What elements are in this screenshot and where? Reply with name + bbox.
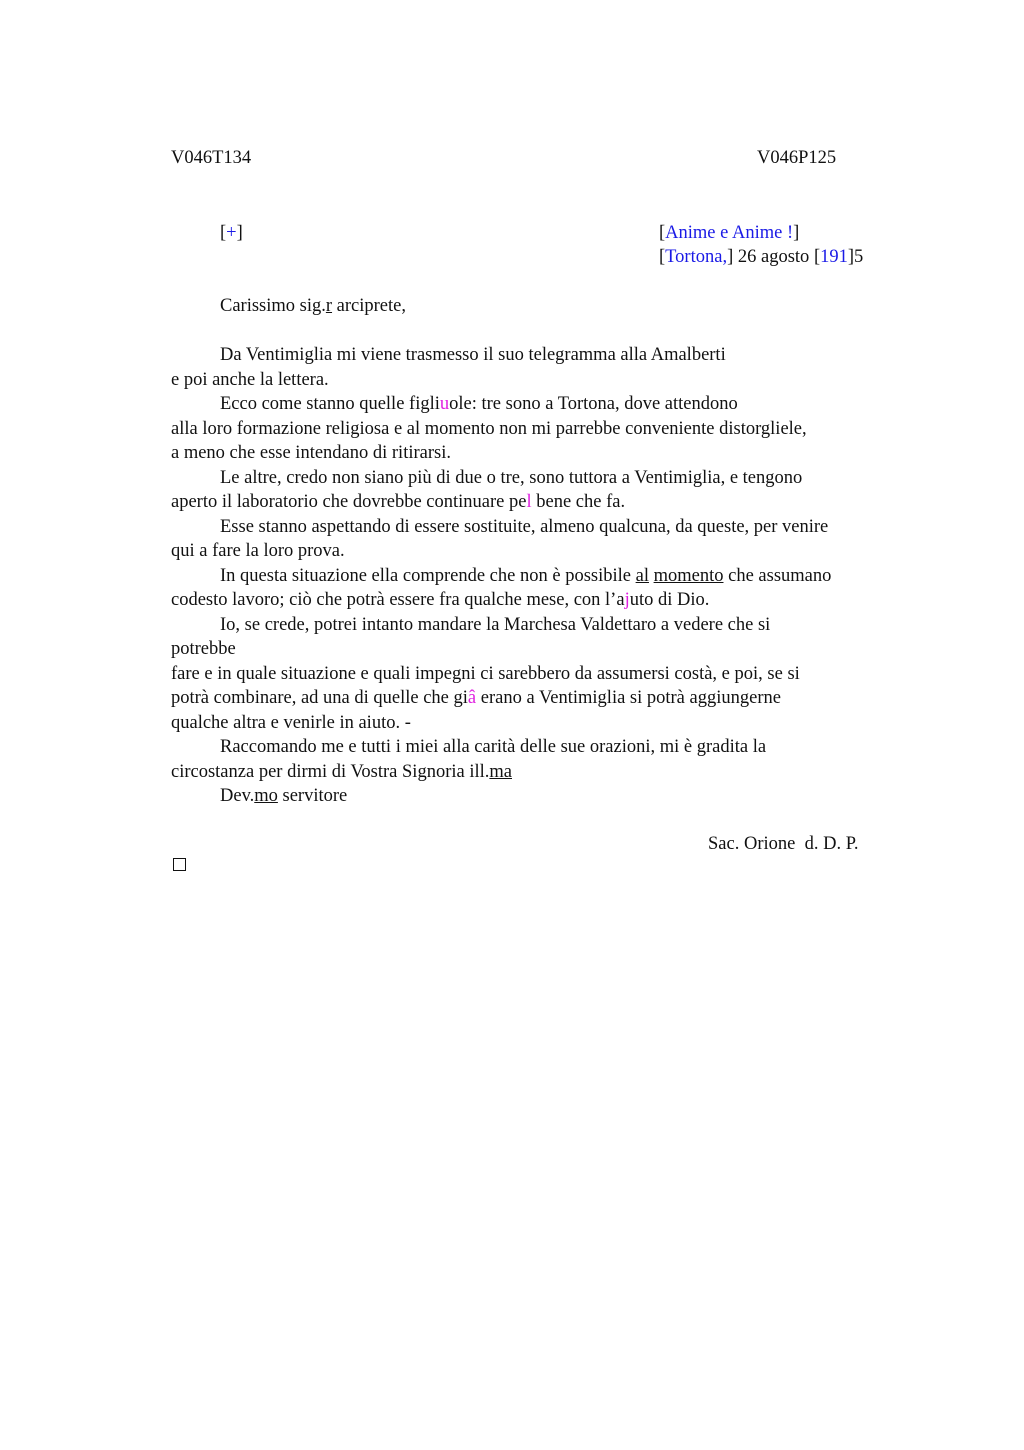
body-line [171, 784, 916, 809]
underlined-word: al [635, 565, 649, 586]
correction-letter: â [467, 688, 477, 708]
square-symbol-icon [173, 858, 186, 871]
text-run: ole: tre sono a Tortona, dove attendono [449, 394, 738, 414]
body-line: Da Ventimiglia mi viene trasmesso il suo telegramma alla Amalberti [220, 345, 726, 365]
salutation-post: arciprete, [332, 296, 406, 316]
document-code-right: V046P125 [757, 148, 837, 168]
text-run: circostanza per dirmi di Vostra Signoria ill. [171, 761, 490, 782]
text-run: codesto lavoro; ciò che potrà essere fra qualche mese, con l’a [171, 590, 625, 610]
body-line [171, 686, 916, 711]
body-line: Le altre, credo non siano più di due o tre, sono tuttora a Ventimiglia, e tengono [220, 467, 803, 488]
body-line [171, 588, 916, 613]
body-line: potrebbe [171, 639, 236, 659]
body-line: Raccomando me e tutti i miei alla carità delle sue orazioni, mi è gradita la [220, 737, 767, 757]
salutation-pre: Carissimo sig. [220, 296, 326, 316]
body-line: e poi anche la lettera. [171, 369, 329, 390]
underlined-abbrev: ma [489, 761, 512, 782]
text-run: Dev. [220, 786, 255, 806]
body-line: alla loro formazione religiosa e al momento non mi parrebbe conveniente distorgliele, [171, 418, 807, 439]
text-run: servitore [277, 786, 348, 806]
cross-symbol: + [226, 223, 237, 243]
underlined-word: momento [653, 565, 724, 586]
letter-title: [Anime e Anime !] [659, 223, 800, 243]
text-run: aperto il laboratorio che dovrebbe continuare pe [171, 492, 527, 512]
date-day-month: 26 agosto [733, 247, 814, 267]
body-line [171, 564, 916, 589]
date-place: Tortona, [665, 247, 728, 267]
correction-letter: l [526, 492, 532, 512]
underlined-abbrev: mo [254, 786, 278, 806]
body-line [171, 392, 916, 417]
body-line: qualche altra e venirle in aiuto. - [171, 712, 411, 733]
text-run: bene che fa. [531, 492, 626, 512]
correction-letter: j [624, 590, 630, 610]
body-line [171, 760, 916, 785]
signature: Sac. Orione d. D. P. [708, 834, 859, 854]
title-text: Anime e Anime ! [665, 223, 794, 243]
text-run: potrà combinare, ad una di quelle che gi [171, 688, 468, 708]
body-line: Esse stanno aspettando di essere sostituite, almeno qualcuna, da queste, per venire [220, 516, 829, 537]
cross-marker: [+] [220, 223, 243, 243]
body-line [171, 490, 916, 515]
body-line: qui a fare la loro prova. [171, 541, 345, 561]
text-run: uto di Dio. [629, 590, 710, 610]
date-year-suffix: 5 [854, 247, 864, 267]
salutation [220, 294, 406, 319]
document-code-left: V046T134 [171, 148, 252, 168]
body-line: a meno che esse intendano di ritirarsi. [171, 443, 451, 463]
text-run: erano a Ventimiglia si potrà aggiungerne [476, 688, 781, 708]
letter-body [171, 343, 916, 809]
date-year-prefix: 191 [820, 247, 848, 267]
text-run: In questa situazione ella comprende che non è possibile [220, 565, 636, 586]
text-run: che assumano [723, 565, 832, 586]
salutation-abbrev: r [325, 296, 333, 316]
body-line: fare e in quale situazione e quali impegni ci sarebbero da assumersi costà, e poi, se si [171, 663, 800, 684]
letter-date: [Tortona,] 26 agosto [191]5 [659, 247, 864, 267]
text-run: Ecco come stanno quelle figli [220, 394, 440, 414]
body-line: Io, se crede, potrei intanto mandare la Marchesa Valdettaro a vedere che si [220, 614, 771, 635]
correction-letter: u [439, 394, 450, 414]
